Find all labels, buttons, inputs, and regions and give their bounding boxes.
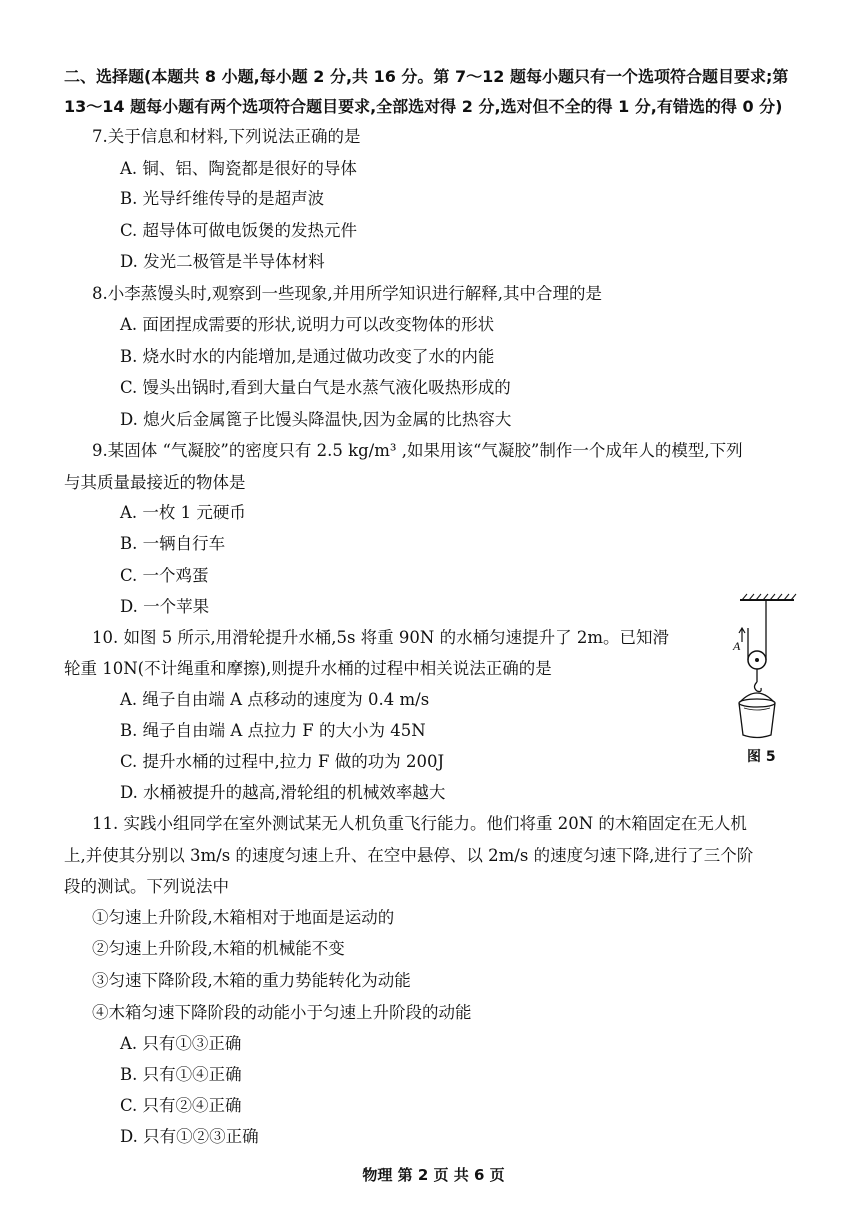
q8-option-a: A. 面团捏成需要的形状,说明力可以改变物体的形状 [120,315,495,334]
q7-stem: 7.关于信息和材料,下列说法正确的是 [92,127,361,146]
q11-option-d: D. 只有①②③正确 [120,1127,259,1146]
q9-option-c: C. 一个鸡蛋 [120,566,209,585]
q8-stem: 8.小李蒸馒头时,观察到一些现象,并用所学知识进行解释,其中合理的是 [92,284,602,303]
q7-option-a: A. 铜、铝、陶瓷都是很好的导体 [120,159,357,178]
q11-option-b: B. 只有①④正确 [120,1065,242,1084]
q8-option-c: C. 馒头出锅时,看到大量白气是水蒸气液化吸热形成的 [120,378,511,397]
figure-caption: 图 5 [747,749,776,765]
q9-stem-line-1: 9.某固体 “气凝胶”的密度只有 2.5 kg/m³ ,如果用该“气凝胶”制作一个成年人的模型,下列 [92,441,743,460]
q11-statement-1: ①匀速上升阶段,木箱相对于地面是运动的 [92,908,395,927]
section-header-line-2: 13～14 题每小题有两个选项符合题目要求,全部选对得 2 分,选对但不全的得 1 分,有错选的得 0 分) [64,97,783,116]
q9-option-b: B. 一辆自行车 [120,534,226,553]
q11-statement-4: ④木箱匀速下降阶段的动能小于匀速上升阶段的动能 [92,1003,472,1022]
q11-option-c: C. 只有②④正确 [120,1096,242,1115]
q11-option-a: A. 只有①③正确 [120,1034,242,1053]
q10-option-c: C. 提升水桶的过程中,拉力 F 做的功为 200J [120,752,445,771]
q9-option-d: D. 一个苹果 [120,597,210,616]
q7-option-d: D. 发光二极管是半导体材料 [120,252,325,271]
page-footer: 物理 第 2 页 共 6 页 [362,1166,505,1184]
q7-option-c: C. 超导体可做电饭煲的发热元件 [120,221,358,240]
q10-stem-line-1: 10. 如图 5 所示,用滑轮提升水桶,5s 将重 90N 的水桶匀速提升了 2m。已知滑 [92,628,669,647]
q11-statement-2: ②匀速上升阶段,木箱的机械能不变 [92,939,345,958]
q11-stem-line-2: 上,并使其分别以 3m/s 的速度匀速上升、在空中悬停、以 2m/s 的速度匀速下降,进行了三个阶 [64,846,754,865]
q10-stem-line-2: 轮重 10N(不计绳重和摩擦),则提升水桶的过程中相关说法正确的是 [64,659,552,678]
q11-statement-3: ③匀速下降阶段,木箱的重力势能转化为动能 [92,971,411,990]
q8-option-d: D. 熄火后金属篦子比馒头降温快,因为金属的比热容大 [120,410,512,429]
q11-stem-line-3: 段的测试。下列说法中 [64,877,229,896]
q7-option-b: B. 光导纤维传导的是超声波 [120,189,325,208]
q9-option-a: A. 一枚 1 元硬币 [120,503,246,522]
q10-option-a: A. 绳子自由端 A 点移动的速度为 0.4 m/s [120,690,430,709]
bucket-rim [739,699,775,707]
q10-option-d: D. 水桶被提升的越高,滑轮组的机械效率越大 [120,783,446,802]
section-header-line-1: 二、选择题(本题共 8 小题,每小题 2 分,共 16 分。第 7～12 题每小题只有一个选项符合题目要求;第 [64,67,789,86]
q9-stem-line-2: 与其质量最接近的物体是 [64,473,246,492]
figure-label-a: A [733,639,741,653]
q11-stem-line-1: 11. 实践小组同学在室外测试某无人机负重飞行能力。他们将重 20N 的木箱固定在无人机 [92,814,747,833]
q10-option-b: B. 绳子自由端 A 点拉力 F 的大小为 45N [120,721,426,740]
q8-option-b: B. 烧水时水的内能增加,是通过做功改变了水的内能 [120,347,495,366]
